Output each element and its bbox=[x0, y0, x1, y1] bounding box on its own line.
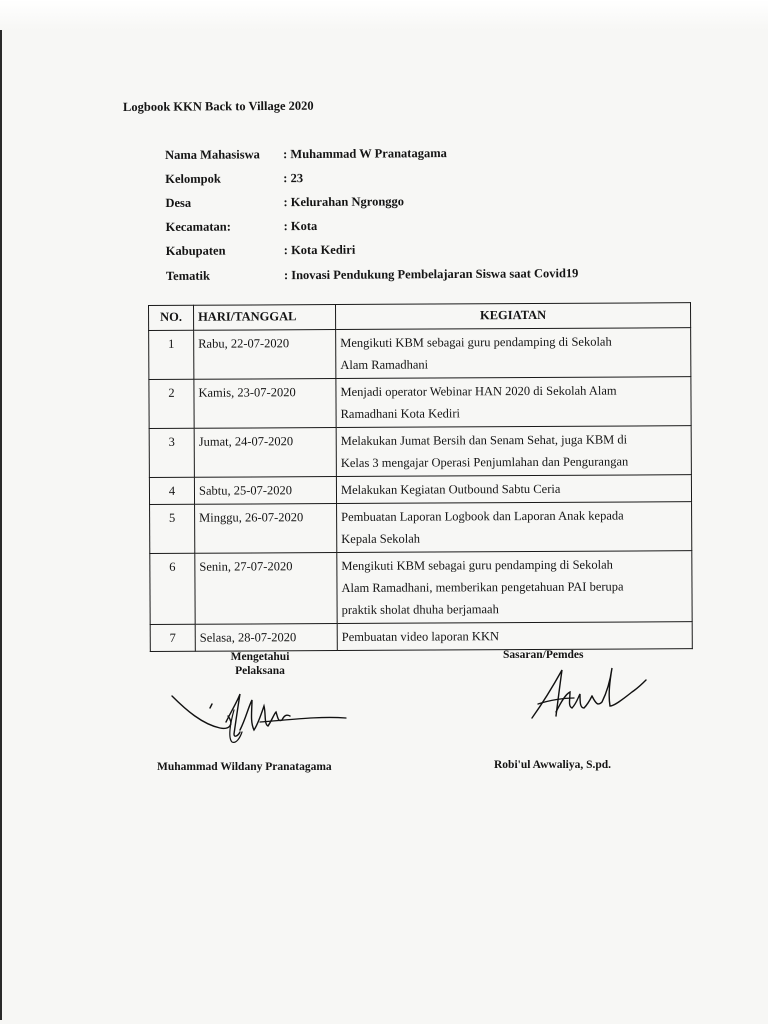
info-row-group bbox=[165, 164, 578, 191]
activity-line: Pembuatan video laporan KKN bbox=[341, 629, 500, 644]
info-label: Nama Mahasiswa bbox=[165, 146, 260, 162]
row-date: Rabu, 22-07-2020 bbox=[194, 330, 336, 380]
executor-signature-image bbox=[168, 680, 350, 748]
table-row bbox=[149, 377, 691, 429]
table-row bbox=[150, 502, 692, 554]
row-date: Senin, 27-07-2020 bbox=[195, 553, 337, 625]
column-header-no: NO. bbox=[149, 305, 194, 330]
student-info-block bbox=[165, 140, 579, 288]
right-signature-heading: Sasaran/Pemdes bbox=[503, 649, 584, 661]
table-row bbox=[149, 426, 691, 478]
row-number: 2 bbox=[149, 379, 194, 428]
info-row-theme bbox=[166, 261, 579, 288]
table-row bbox=[149, 475, 691, 505]
row-number: 7 bbox=[150, 624, 195, 651]
info-label: Tematik bbox=[165, 268, 210, 283]
info-row-village bbox=[165, 188, 578, 215]
activity-line: Melakukan Jumat Bersih dan Senam Sehat, juga KBM di bbox=[340, 432, 628, 448]
row-number: 5 bbox=[150, 504, 195, 553]
row-number: 1 bbox=[149, 330, 194, 379]
activity-line: Kelas 3 mengajar Operasi Penjumlahan dan Pengurangan bbox=[340, 454, 629, 470]
executor-name: Muhammad Wildany Pranatagama bbox=[157, 761, 332, 773]
info-value: : 23 bbox=[283, 170, 304, 185]
info-label: Kelompok bbox=[165, 171, 221, 186]
pemdes-name: Robi'ul Awwaliya, S.pd. bbox=[494, 759, 612, 771]
info-row-district bbox=[166, 213, 579, 240]
info-value: : Inovasi Pendukung Pembelajaran Siswa saat Covid19 bbox=[283, 265, 579, 282]
scan-top-margin bbox=[0, 0, 768, 30]
activity-line: Mengikuti KBM sebagai guru pendamping di Sekolah bbox=[340, 334, 612, 350]
info-value: : Kelurahan Ngronggo bbox=[283, 194, 405, 210]
row-date: Selasa, 28-07-2020 bbox=[195, 624, 337, 652]
activity-line: Alam Ramadhani, memberikan pengetahuan PAI berupa bbox=[341, 579, 624, 595]
activity-line: praktik sholat dhuha berjamaah bbox=[341, 602, 499, 617]
info-value: : Muhammad W Pranatagama bbox=[283, 145, 447, 161]
row-number: 6 bbox=[150, 553, 195, 624]
row-activity bbox=[337, 551, 692, 624]
row-number: 4 bbox=[149, 477, 194, 504]
table-header-row bbox=[149, 303, 691, 331]
activity-line: Ramadhani Kota Kediri bbox=[340, 406, 461, 421]
row-date: Jumat, 24-07-2020 bbox=[194, 428, 336, 478]
table-row bbox=[150, 551, 692, 625]
activity-line: Melakukan Kegiatan Outbound Sabtu Ceria bbox=[340, 481, 561, 497]
row-number: 3 bbox=[149, 428, 194, 477]
row-activity bbox=[336, 475, 691, 504]
activity-line: Alam Ramadhani bbox=[340, 357, 429, 372]
info-label: Desa bbox=[165, 195, 192, 210]
activity-line: Menjadi operator Webinar HAN 2020 di Sekolah Alam bbox=[340, 383, 617, 399]
activity-line: Pembuatan Laporan Logbook dan Laporan Anak kepada bbox=[341, 508, 624, 524]
table-row bbox=[150, 622, 692, 652]
row-activity bbox=[337, 622, 692, 651]
row-activity bbox=[336, 377, 691, 428]
acknowledged-label: Mengetahui bbox=[230, 651, 290, 663]
row-date: Minggu, 26-07-2020 bbox=[195, 504, 337, 554]
info-label: Kabupaten bbox=[165, 243, 226, 259]
info-value: : Kota Kediri bbox=[283, 243, 356, 258]
info-row-student-name bbox=[165, 140, 578, 167]
info-row-regency bbox=[166, 237, 579, 264]
row-activity bbox=[336, 426, 691, 477]
executor-label: Pelaksana bbox=[235, 665, 285, 677]
row-activity bbox=[337, 502, 692, 553]
activity-log-table bbox=[148, 302, 693, 652]
column-header-date: HARI/TANGGAL bbox=[194, 305, 336, 331]
document-title: Logbook KKN Back to Village 2020 bbox=[122, 98, 314, 114]
table-row bbox=[149, 328, 691, 380]
activity-line: Kepala Sekolah bbox=[341, 531, 421, 546]
scan-left-edge bbox=[0, 30, 2, 1020]
column-header-activity: KEGIATAN bbox=[336, 303, 691, 330]
row-date: Kamis, 23-07-2020 bbox=[194, 379, 336, 429]
info-label: Kecamatan: bbox=[165, 219, 231, 235]
info-value: : Kota bbox=[283, 219, 318, 234]
row-activity bbox=[336, 328, 691, 379]
pemdes-signature-image bbox=[528, 660, 650, 724]
row-date: Sabtu, 25-07-2020 bbox=[194, 477, 336, 505]
activity-line: Mengikuti KBM sebagai guru pendamping di Sekolah bbox=[341, 557, 613, 573]
left-signature-heading bbox=[200, 650, 320, 678]
